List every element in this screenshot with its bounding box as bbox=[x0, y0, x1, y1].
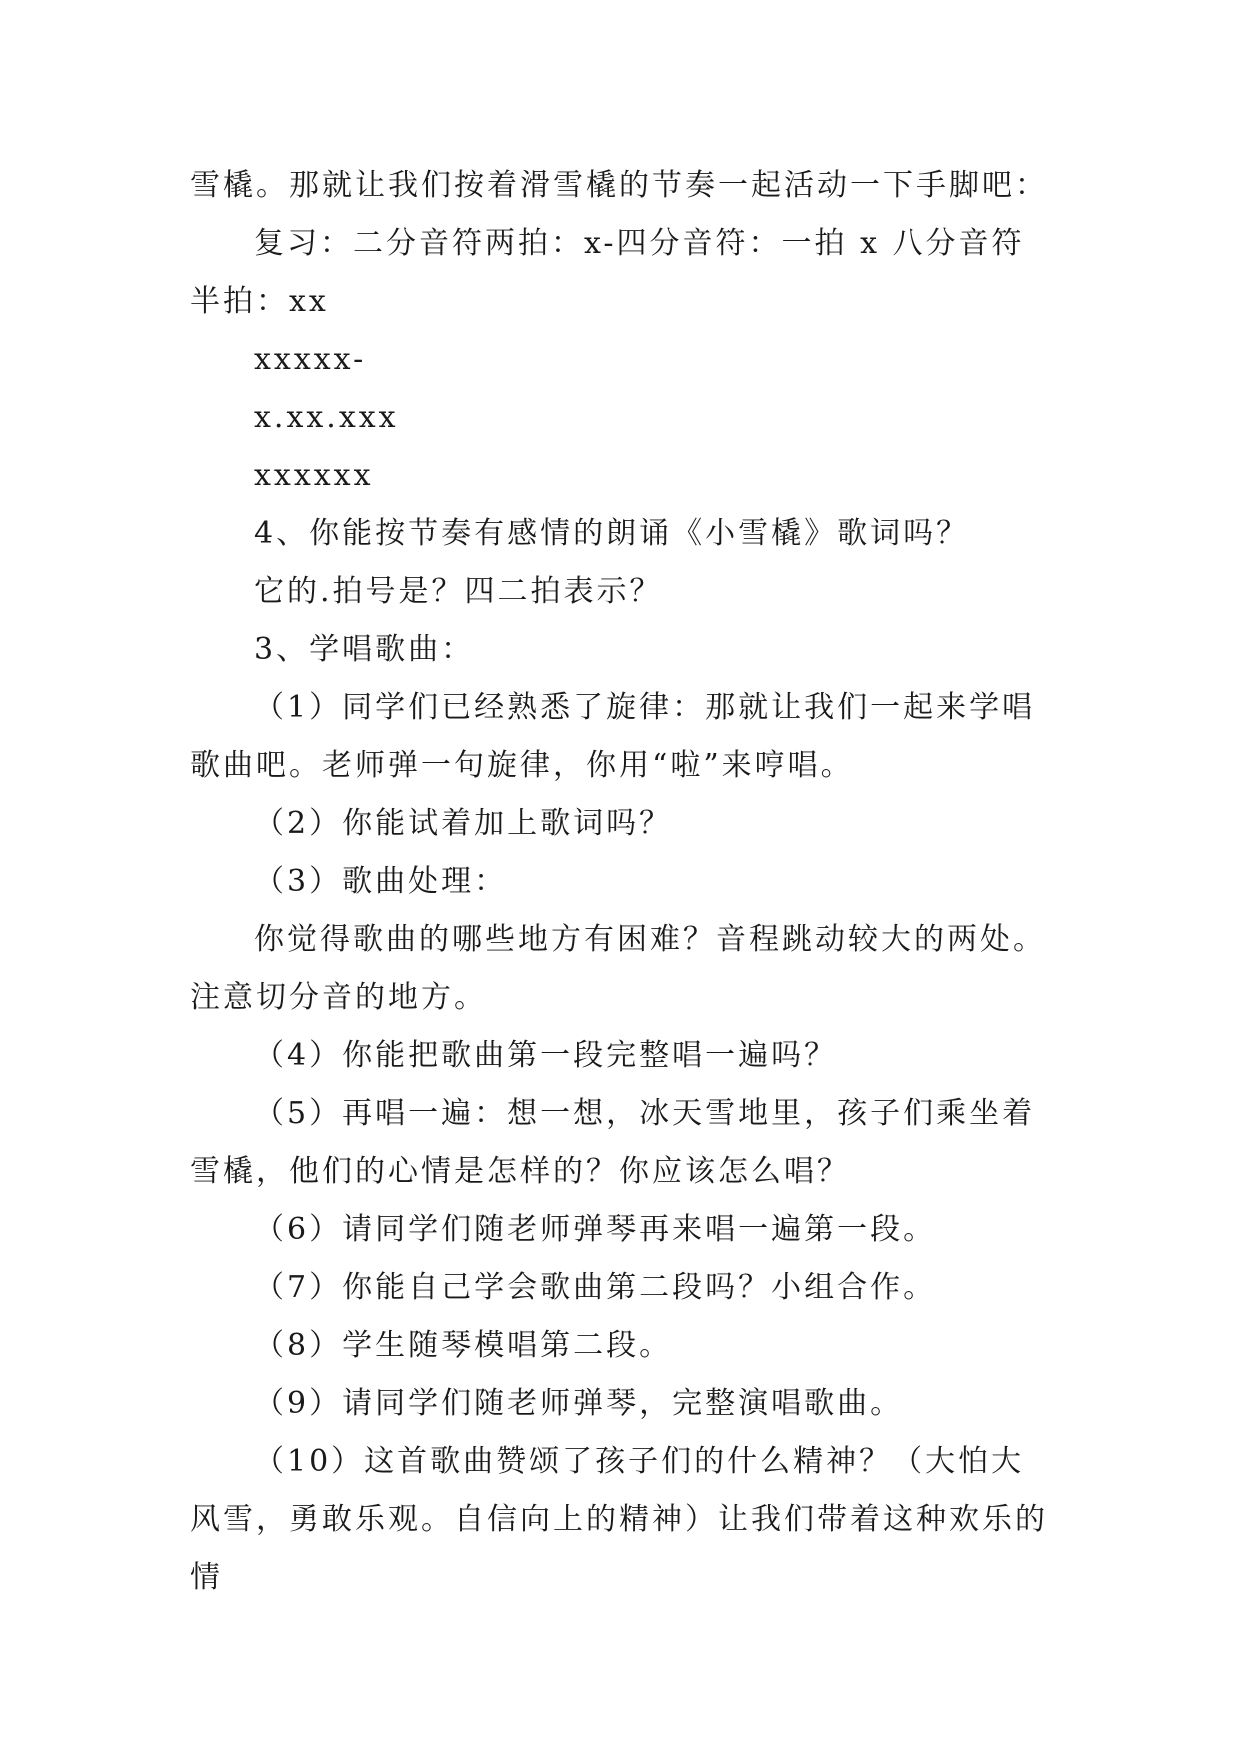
paragraph: 你觉得歌曲的哪些地方有困难？音程跳动较大的两处。注意切分音的地方。 bbox=[190, 922, 1046, 1015]
paragraph: （4）你能把歌曲第一段完整唱一遍吗？ bbox=[254, 1038, 838, 1073]
paragraph: 雪橇。那就让我们按着滑雪橇的节奏一起活动一下手脚吧： bbox=[190, 168, 1048, 203]
paragraph: x.xx.xxx bbox=[254, 400, 399, 435]
paragraph: （3）歌曲处理： bbox=[254, 864, 508, 899]
paragraph: （6）请同学们随老师弹琴再来唱一遍第一段。 bbox=[254, 1212, 937, 1247]
paragraph: xxxxx- bbox=[254, 342, 367, 377]
paragraph: （2）你能试着加上歌词吗？ bbox=[254, 806, 673, 841]
paragraph: （10）这首歌曲赞颂了孩子们的什么精神？（大怕大风雪，勇敢乐观。自信向上的精神）让我们带着这种欢乐的情 bbox=[190, 1444, 1048, 1595]
paragraph: 4、你能按节奏有感情的朗诵《小雪橇》歌词吗？ bbox=[254, 516, 970, 551]
paragraph: 它的.拍号是？四二拍表示？ bbox=[254, 574, 663, 609]
document-body bbox=[190, 157, 1050, 1607]
paragraph: （5）再唱一遍：想一想，冰天雪地里，孩子们乘坐着雪橇，他们的心情是怎样的？你应该怎么唱？ bbox=[190, 1096, 1036, 1189]
paragraph: （7）你能自己学会歌曲第二段吗？小组合作。 bbox=[254, 1270, 937, 1305]
paragraph: （1）同学们已经熟悉了旋律：那就让我们一起来学唱歌曲吧。老师弹一句旋律，你用“啦”来哼唱。 bbox=[190, 690, 1036, 783]
paragraph: 复习：二分音符两拍：x-四分音符：一拍 x 八分音符半拍：xx bbox=[190, 226, 1025, 319]
paragraph: 3、学唱歌曲： bbox=[254, 632, 475, 667]
paragraph: （9）请同学们随老师弹琴，完整演唱歌曲。 bbox=[254, 1386, 904, 1421]
paragraph: （8）学生随琴模唱第二段。 bbox=[254, 1328, 673, 1363]
paragraph: xxxxxx bbox=[254, 458, 374, 493]
